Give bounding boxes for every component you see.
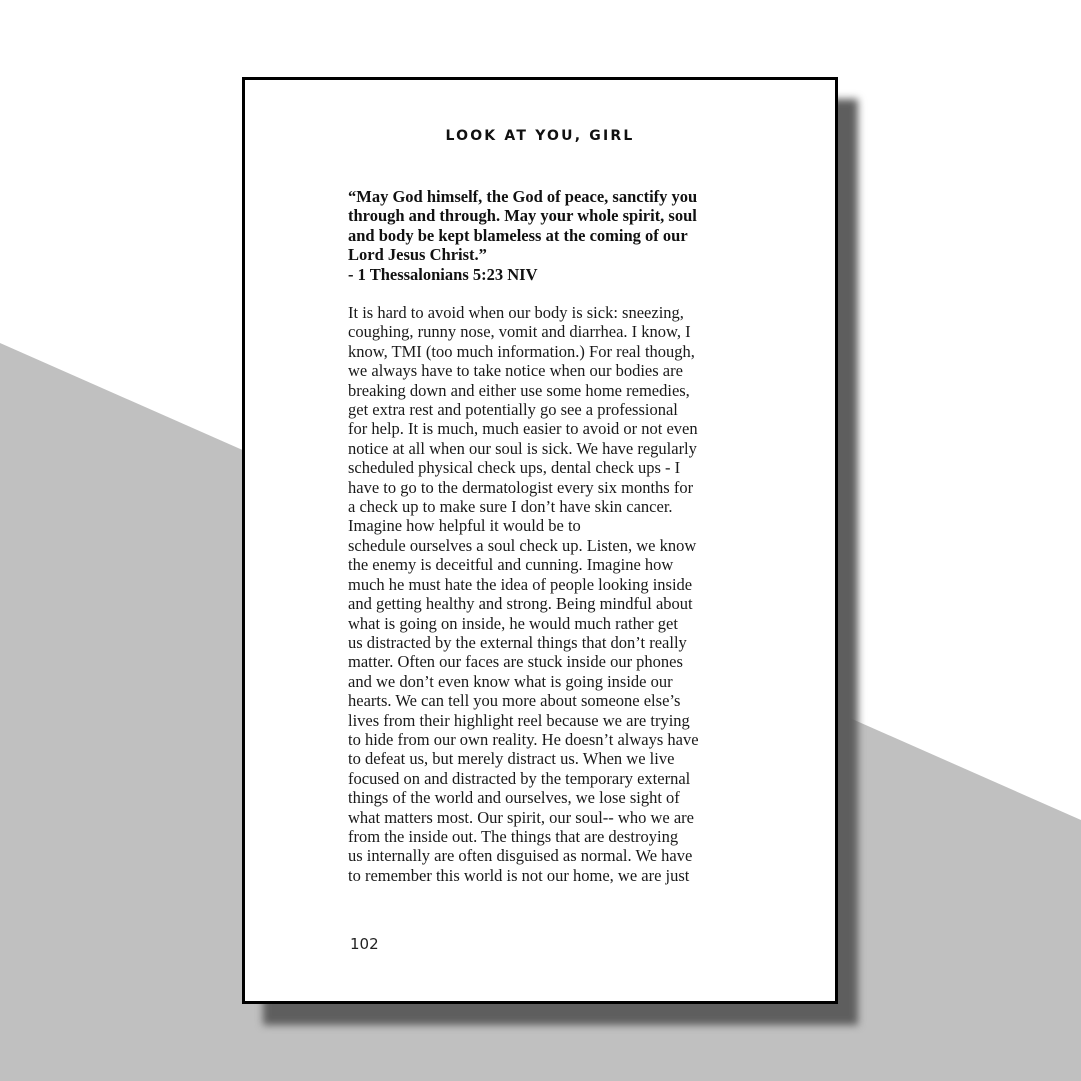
body-line: have to go to the dermatologist every six months for [348,477,694,497]
epigraph-line: “May God himself, the God of peace, sanctify you [348,187,698,206]
book-page [242,77,838,1004]
body-line: schedule ourselves a soul check up. Listen, we know [348,535,697,555]
body-line: matter. Often our faces are stuck inside our phones [348,652,683,672]
body-line: lives from their highlight reel because we are trying [348,710,690,730]
body-line: coughing, runny nose, vomit and diarrhea. I know, I [348,322,691,342]
page-number: 102 [350,935,379,953]
body-line: from the inside out. The things that are destroying [348,826,679,846]
body-line: know, TMI (too much information.) For real though, [348,341,695,361]
body-line: Imagine how helpful it would be to [348,516,581,536]
body-line: notice at all when our soul is sick. We have regularly [348,438,697,458]
body-line: focused on and distracted by the temporary external [348,768,691,788]
epigraph-quote [348,187,738,284]
body-line: what matters most. Our spirit, our soul-- who we are [348,807,694,827]
epigraph-citation: - 1 Thessalonians 5:23 NIV [348,264,538,284]
body-line: hearts. We can tell you more about someone else’s [348,691,681,711]
epigraph-line: and body be kept blameless at the coming of our [348,225,688,245]
epigraph-line: through and through. May your whole spirit, soul [348,206,697,226]
body-line: things of the world and ourselves, we lose sight of [348,788,680,808]
body-line: get extra rest and potentially go see a professional [348,400,678,420]
body-line: It is hard to avoid when our body is sick: sneezing, [348,303,684,322]
body-line: to hide from our own reality. He doesn’t always have [348,729,699,749]
body-line: and we don’t even know what is going inside our [348,671,673,691]
body-line: what is going on inside, he would much rather get [348,613,678,633]
running-head: LOOK AT YOU, GIRL [445,128,635,144]
body-line: breaking down and either use some home remedies, [348,380,690,400]
body-line: us distracted by the external things that don’t really [348,632,687,652]
body-line: us internally are often disguised as normal. We have [348,846,693,866]
body-line: and getting healthy and strong. Being mindful about [348,594,693,614]
body-line: the enemy is deceitful and cunning. Imagine how [348,555,674,575]
body-text [348,303,738,885]
body-line: scheduled physical check ups, dental check ups - I [348,458,681,478]
body-line: for help. It is much, much easier to avoid or not even [348,419,698,439]
body-line: a check up to make sure I don’t have skin cancer. [348,497,673,517]
body-line: much he must hate the idea of people looking inside [348,574,693,594]
body-line: to defeat us, but merely distract us. When we live [348,749,675,769]
body-line: we always have to take notice when our bodies are [348,361,683,381]
body-line: to remember this world is not our home, we are just [348,865,690,885]
epigraph-line: Lord Jesus Christ.” [348,245,487,265]
